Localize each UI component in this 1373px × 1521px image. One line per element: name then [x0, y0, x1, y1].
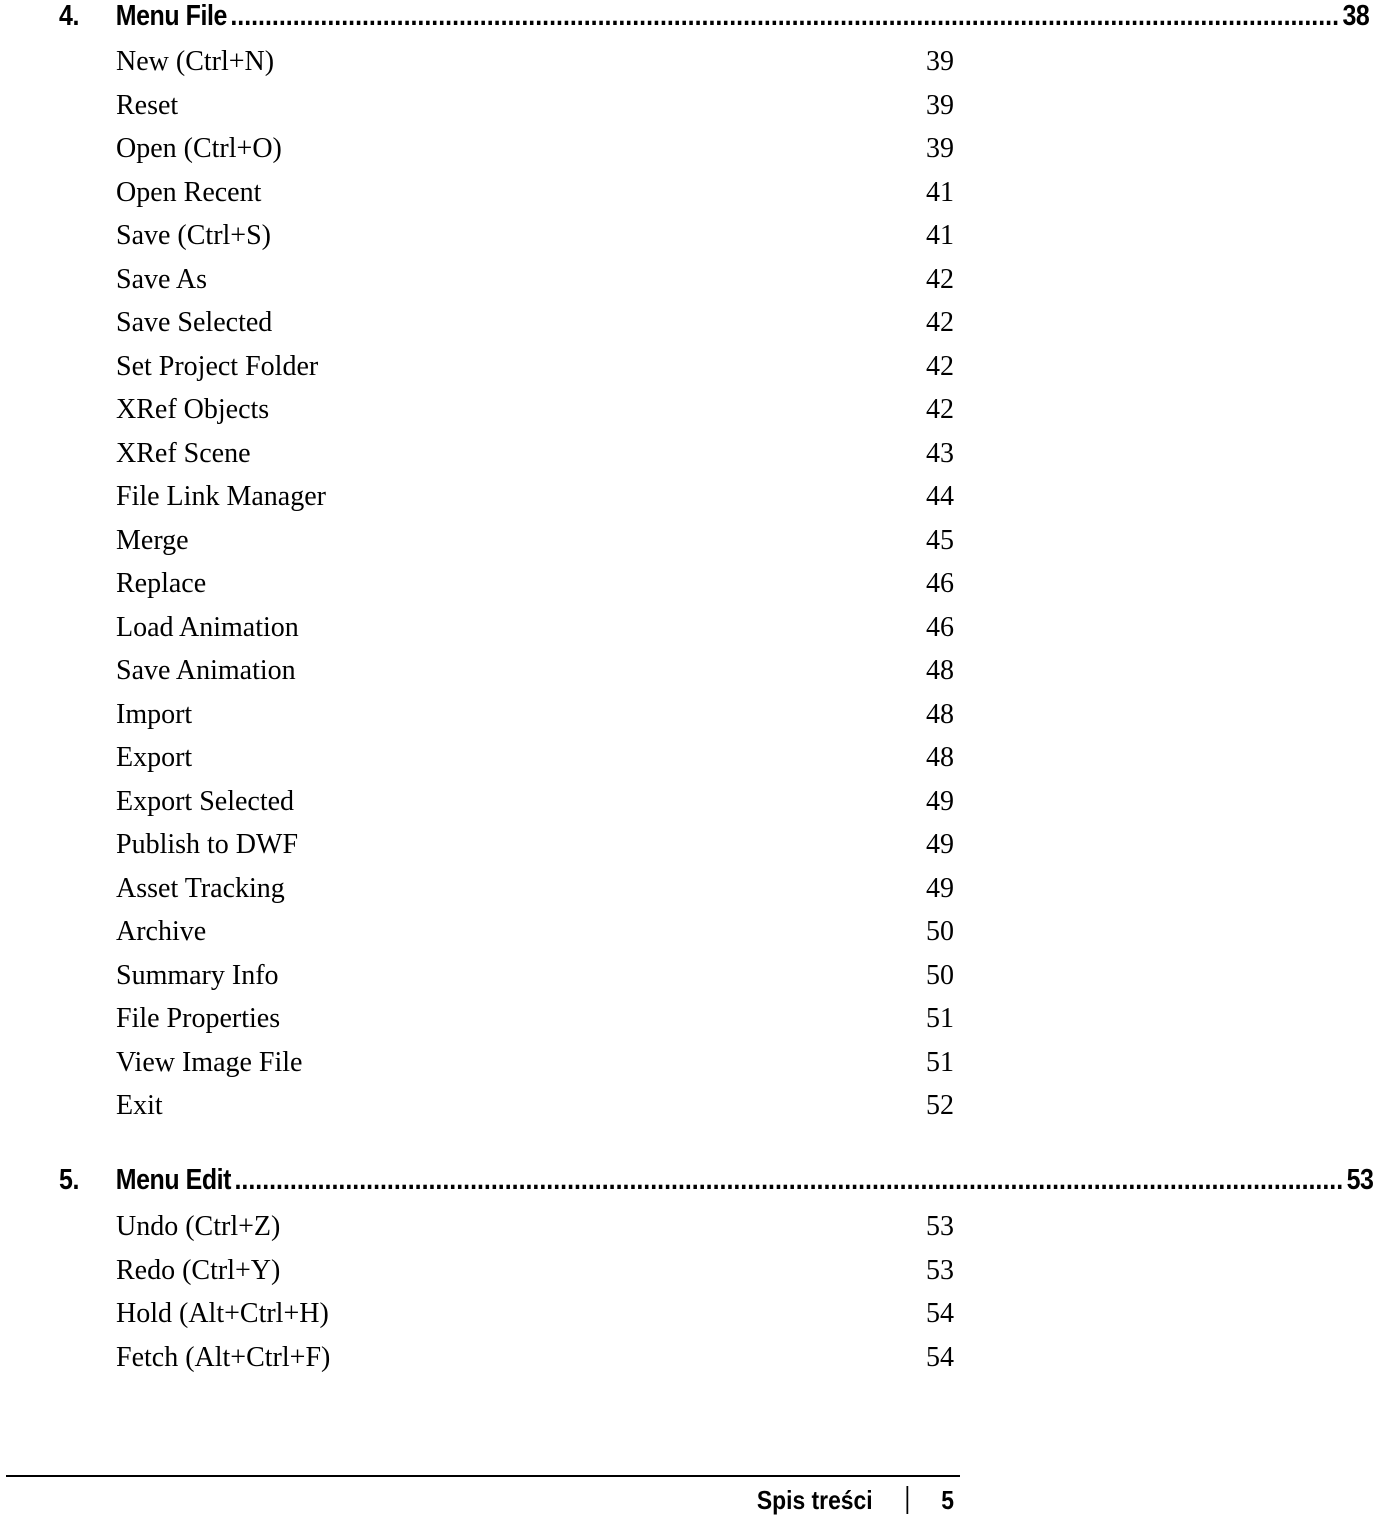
- entry-page-number: 49: [926, 872, 954, 904]
- chapter-number: 4.: [59, 0, 79, 32]
- toc-entry[interactable]: [116, 867, 954, 911]
- chapter-entry-list: [116, 40, 954, 1128]
- entry-page-number: 50: [926, 959, 954, 991]
- toc-entry[interactable]: [116, 1336, 954, 1380]
- entry-label: Publish to DWF: [116, 829, 299, 860]
- entry-label: Export: [116, 742, 193, 773]
- toc-entry[interactable]: [116, 562, 954, 606]
- entry-label: XRef Objects: [116, 394, 270, 425]
- entry-page-number: 48: [926, 655, 954, 686]
- toc-entry[interactable]: [116, 432, 954, 476]
- toc-entry[interactable]: [116, 736, 954, 780]
- entry-label: Replace: [116, 568, 207, 599]
- toc-entry[interactable]: [116, 997, 954, 1041]
- entry-label: Open (Ctrl+O): [116, 133, 282, 164]
- chapter-page-number: 53: [1346, 1164, 1373, 1196]
- entry-label: View Image File: [116, 1046, 303, 1078]
- entry-page-number: 44: [926, 481, 954, 512]
- entry-label: Hold (Alt+Ctrl+H): [116, 1298, 329, 1329]
- entry-label: Merge: [116, 524, 189, 556]
- entry-label: Exit: [116, 1090, 163, 1121]
- entry-label: Undo (Ctrl+Z): [116, 1211, 281, 1242]
- entry-page-number: 51: [926, 1003, 954, 1034]
- toc-entry[interactable]: [116, 214, 954, 258]
- entry-page-number: 42: [926, 350, 954, 382]
- entry-page-number: 53: [926, 1254, 954, 1286]
- toc-entry[interactable]: [116, 519, 954, 563]
- entry-page-number: 49: [926, 829, 954, 860]
- footer-section-title: Spis treści: [756, 1484, 873, 1515]
- chapter-heading[interactable]: [59, 0, 1370, 40]
- toc-entry[interactable]: [116, 1205, 954, 1249]
- entry-page-number: 51: [926, 1046, 954, 1078]
- entry-label: Redo (Ctrl+Y): [116, 1254, 281, 1286]
- toc-entry[interactable]: [116, 910, 954, 954]
- toc-entry[interactable]: [116, 1292, 954, 1336]
- entry-page-number: 41: [926, 220, 954, 251]
- entry-page-number: 50: [926, 916, 954, 947]
- entry-page-number: 48: [926, 698, 954, 730]
- entry-label: Save (Ctrl+S): [116, 220, 271, 251]
- entry-page-number: 42: [926, 307, 954, 338]
- entry-label: File Link Manager: [116, 481, 326, 512]
- entry-page-number: 41: [926, 176, 954, 208]
- entry-page-number: 39: [926, 133, 954, 164]
- entry-label: Load Animation: [116, 611, 299, 643]
- entry-page-number: 39: [926, 46, 954, 77]
- entry-label: Archive: [116, 916, 207, 947]
- toc-entry[interactable]: [116, 84, 954, 128]
- entry-label: Save Animation: [116, 655, 296, 686]
- entry-label: Set Project Folder: [116, 350, 319, 382]
- toc-entry[interactable]: [116, 1084, 954, 1128]
- footer-divider: [6, 1475, 960, 1477]
- entry-label: Save Selected: [116, 307, 273, 338]
- entry-label: New (Ctrl+N): [116, 46, 275, 77]
- entry-page-number: 46: [926, 568, 954, 599]
- entry-page-number: 53: [926, 1211, 954, 1242]
- entry-page-number: 42: [926, 394, 954, 425]
- toc-entry[interactable]: [116, 127, 954, 171]
- entry-page-number: 42: [926, 263, 954, 295]
- footer-separator: [906, 1486, 908, 1514]
- leader-dots: ................................................................................................................................................................: [234, 1164, 1344, 1196]
- page-footer: [757, 1482, 954, 1518]
- entry-label: File Properties: [116, 1003, 281, 1034]
- toc-entry[interactable]: [116, 606, 954, 650]
- entry-label: Summary Info: [116, 959, 279, 991]
- entry-label: Reset: [116, 89, 179, 121]
- entry-label: XRef Scene: [116, 437, 251, 469]
- entry-label: Open Recent: [116, 176, 262, 208]
- chapter-title: Menu Edit: [115, 1164, 232, 1196]
- chapter-number: 5.: [59, 1164, 79, 1196]
- chapter-title: Menu File: [115, 0, 227, 32]
- entry-label: Save As: [116, 263, 207, 295]
- toc-entry[interactable]: [116, 301, 954, 345]
- entry-page-number: 45: [926, 524, 954, 556]
- toc-entry[interactable]: [116, 345, 954, 389]
- toc-entry[interactable]: [116, 388, 954, 432]
- toc-entry[interactable]: [116, 1249, 954, 1293]
- leader-dots: ................................................................................................................................................................: [230, 0, 1340, 32]
- toc-entry[interactable]: [116, 1041, 954, 1085]
- chapter-heading[interactable]: [59, 1164, 1373, 1204]
- chapter-entry-list: [116, 1205, 954, 1379]
- chapter-page-number: 38: [1342, 0, 1370, 32]
- toc-entry[interactable]: [116, 475, 954, 519]
- entry-page-number: 54: [926, 1298, 954, 1329]
- entry-page-number: 49: [926, 785, 954, 817]
- entry-page-number: 46: [926, 611, 954, 643]
- toc-entry[interactable]: [116, 171, 954, 215]
- entry-label: Fetch (Alt+Ctrl+F): [116, 1341, 331, 1373]
- toc-entry[interactable]: [116, 649, 954, 693]
- toc-entry[interactable]: [116, 780, 954, 824]
- entry-label: Import: [116, 698, 193, 730]
- toc-entry[interactable]: [116, 258, 954, 302]
- toc-entry[interactable]: [116, 693, 954, 737]
- entry-page-number: 48: [926, 742, 954, 773]
- entry-page-number: 54: [926, 1341, 954, 1373]
- entry-page-number: 52: [926, 1090, 954, 1121]
- footer-page-number: 5: [941, 1484, 954, 1515]
- entry-label: Export Selected: [116, 785, 295, 817]
- entry-page-number: 43: [926, 437, 954, 469]
- entry-page-number: 39: [926, 89, 954, 121]
- entry-label: Asset Tracking: [116, 872, 285, 904]
- toc-entry[interactable]: [116, 40, 954, 84]
- toc-entry[interactable]: [116, 823, 954, 867]
- toc-entry[interactable]: [116, 954, 954, 998]
